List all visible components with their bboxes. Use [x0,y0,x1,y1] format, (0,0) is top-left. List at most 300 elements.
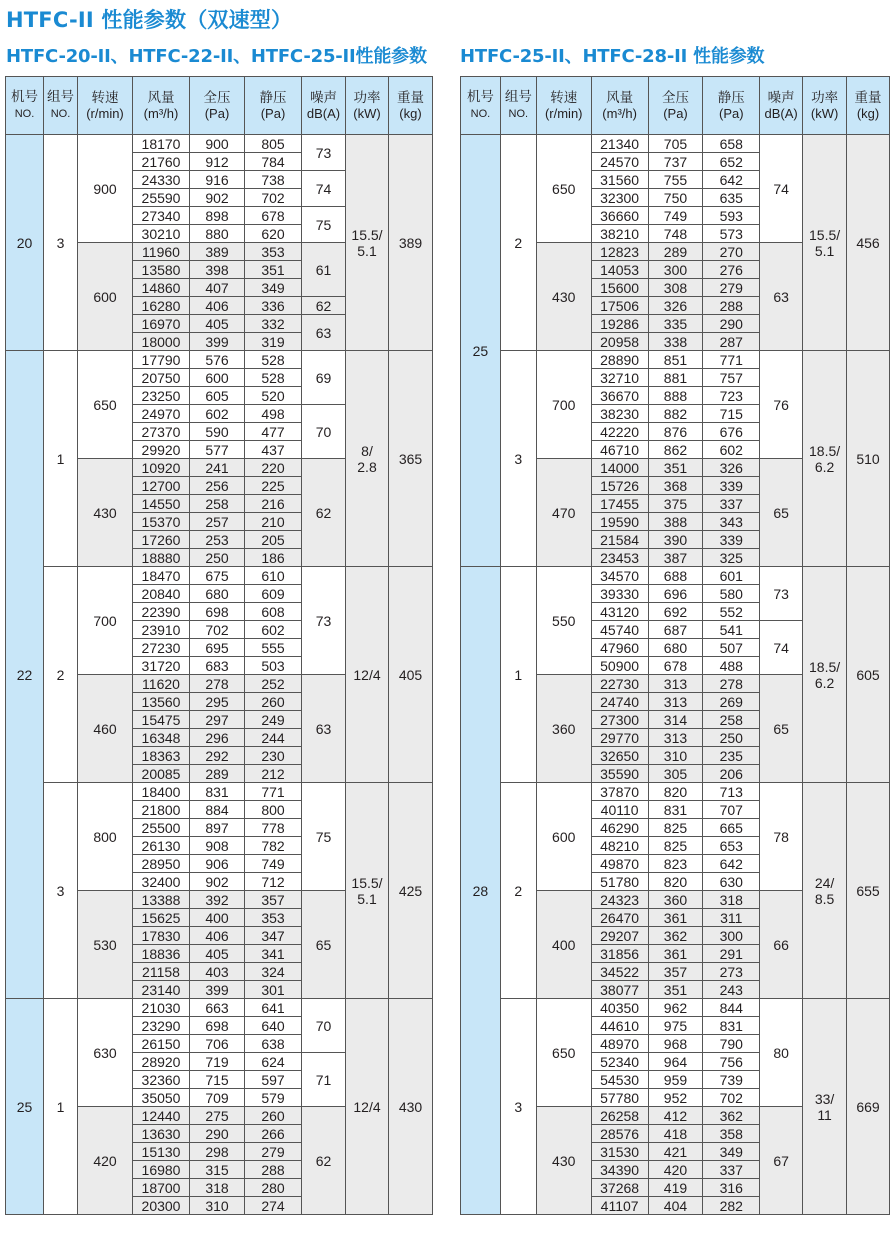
total-pressure-cell: 399 [190,333,245,351]
speed-cell: 460 [78,675,133,783]
total-pressure-cell: 338 [648,333,703,351]
total-pressure-cell: 289 [190,765,245,783]
header-unit: dB(A) [306,106,341,121]
total-pressure-cell: 900 [190,135,245,153]
total-pressure-cell: 600 [190,369,245,387]
airflow-cell: 15625 [133,909,190,927]
static-pressure-cell: 351 [245,261,302,279]
static-pressure-cell: 220 [245,459,302,477]
airflow-cell: 47960 [591,639,648,657]
total-pressure-cell: 375 [648,495,703,513]
static-pressure-cell: 337 [703,1161,760,1179]
airflow-cell: 26130 [133,837,190,855]
noise-cell: 62 [302,459,346,567]
total-pressure-cell: 952 [648,1089,703,1107]
left-header-row [6,77,433,135]
airflow-cell: 15475 [133,711,190,729]
static-pressure-cell: 528 [245,351,302,369]
left-header-cell [245,77,302,135]
machine-no-cell: 22 [6,351,44,999]
power-cell: 8/ 2.8 [346,351,389,567]
airflow-cell: 24323 [591,891,648,909]
right-header-cell [536,77,591,135]
power-cell: 18.5/ 6.2 [803,567,847,783]
noise-cell: 80 [760,999,803,1107]
airflow-cell: 32650 [591,747,648,765]
total-pressure-cell: 241 [190,459,245,477]
weight-cell: 456 [847,135,890,351]
header-unit: NO. [14,108,35,120]
airflow-cell: 14000 [591,459,648,477]
total-pressure-cell: 310 [190,1197,245,1215]
total-pressure-cell: 362 [648,927,703,945]
total-pressure-cell: 405 [190,315,245,333]
airflow-cell: 20840 [133,585,190,603]
static-pressure-cell: 609 [245,585,302,603]
noise-cell: 62 [302,297,346,315]
header-unit: dB(A) [764,106,798,121]
left-header-cell [6,77,44,135]
total-pressure-cell: 300 [648,261,703,279]
speed-cell: 420 [78,1107,133,1215]
static-pressure-cell: 279 [245,1143,302,1161]
power-cell: 18.5/ 6.2 [803,351,847,567]
static-pressure-cell: 318 [703,891,760,909]
total-pressure-cell: 678 [648,657,703,675]
header-label: 转速 [91,90,119,106]
total-pressure-cell: 959 [648,1071,703,1089]
total-pressure-cell: 696 [648,585,703,603]
speed-cell: 900 [78,135,133,243]
header-unit: NO. [508,108,529,120]
group-no-cell: 3 [500,351,536,567]
power-cell: 15.5/ 5.1 [346,783,389,999]
airflow-cell: 21800 [133,801,190,819]
total-pressure-cell: 964 [648,1053,703,1071]
header-unit: (r/min) [86,106,124,121]
static-pressure-cell: 339 [703,531,760,549]
right-header-cell [847,77,890,135]
total-pressure-cell: 412 [648,1107,703,1125]
total-pressure-cell: 698 [190,1017,245,1035]
weight-cell: 430 [389,999,433,1215]
airflow-cell: 18363 [133,747,190,765]
noise-cell: 74 [760,135,803,243]
static-pressure-cell: 790 [703,1035,760,1053]
airflow-cell: 16980 [133,1161,190,1179]
right-performance-table [460,76,890,1215]
total-pressure-cell: 825 [648,819,703,837]
header-unit: (m³/h) [602,106,637,121]
static-pressure-cell: 276 [703,261,760,279]
total-pressure-cell: 737 [648,153,703,171]
airflow-cell: 11960 [133,243,190,261]
airflow-cell: 12700 [133,477,190,495]
airflow-cell: 28920 [133,1053,190,1071]
static-pressure-cell: 301 [245,981,302,999]
noise-cell: 74 [302,171,346,207]
group-no-cell: 3 [44,135,78,351]
header-unit: (Pa) [204,106,230,121]
static-pressure-cell: 580 [703,585,760,603]
noise-cell: 74 [760,621,803,675]
right-header-cell [760,77,803,135]
static-pressure-cell: 341 [245,945,302,963]
airflow-cell: 24970 [133,405,190,423]
static-pressure-cell: 278 [703,675,760,693]
airflow-cell: 12823 [591,243,648,261]
airflow-cell: 10920 [133,459,190,477]
noise-cell: 66 [760,891,803,999]
static-pressure-cell: 260 [245,693,302,711]
total-pressure-cell: 305 [648,765,703,783]
static-pressure-cell: 641 [245,999,302,1017]
speed-cell: 700 [536,351,591,459]
group-no-cell: 3 [500,999,536,1215]
airflow-cell: 23290 [133,1017,190,1035]
total-pressure-cell: 250 [190,549,245,567]
static-pressure-cell: 243 [703,981,760,999]
airflow-cell: 19286 [591,315,648,333]
total-pressure-cell: 709 [190,1089,245,1107]
airflow-cell: 27340 [133,207,190,225]
static-pressure-cell: 771 [703,351,760,369]
airflow-cell: 19590 [591,513,648,531]
total-pressure-cell: 351 [648,981,703,999]
airflow-cell: 37870 [591,783,648,801]
static-pressure-cell: 665 [703,819,760,837]
airflow-cell: 32710 [591,369,648,387]
airflow-cell: 18000 [133,333,190,351]
static-pressure-cell: 602 [245,621,302,639]
airflow-cell: 20300 [133,1197,190,1215]
static-pressure-cell: 437 [245,441,302,459]
group-no-cell: 3 [44,783,78,999]
static-pressure-cell: 778 [245,819,302,837]
airflow-cell: 44610 [591,1017,648,1035]
noise-cell: 70 [302,999,346,1053]
static-pressure-cell: 353 [245,243,302,261]
total-pressure-cell: 313 [648,693,703,711]
static-pressure-cell: 260 [245,1107,302,1125]
header-label: 功率 [811,90,839,106]
airflow-cell: 24570 [591,153,648,171]
total-pressure-cell: 831 [190,783,245,801]
static-pressure-cell: 235 [703,747,760,765]
total-pressure-cell: 590 [190,423,245,441]
total-pressure-cell: 692 [648,603,703,621]
static-pressure-cell: 620 [245,225,302,243]
airflow-cell: 29207 [591,927,648,945]
static-pressure-cell: 738 [245,171,302,189]
header-unit: (m³/h) [143,106,179,121]
noise-cell: 70 [302,405,346,459]
speed-cell: 650 [536,135,591,243]
airflow-cell: 27300 [591,711,648,729]
static-pressure-cell: 630 [703,873,760,891]
airflow-cell: 17260 [133,531,190,549]
speed-cell: 430 [536,243,591,351]
airflow-cell: 32400 [133,873,190,891]
weight-cell: 405 [389,567,433,783]
total-pressure-cell: 418 [648,1125,703,1143]
total-pressure-cell: 406 [190,297,245,315]
airflow-cell: 25590 [133,189,190,207]
static-pressure-cell: 676 [703,423,760,441]
header-label: 风量 [147,90,175,106]
static-pressure-cell: 288 [703,297,760,315]
airflow-cell: 49870 [591,855,648,873]
static-pressure-cell: 831 [703,1017,760,1035]
noise-cell: 73 [302,135,346,171]
header-label: 全压 [203,90,231,106]
header-label: 静压 [259,90,287,106]
static-pressure-cell: 652 [703,153,760,171]
static-pressure-cell: 325 [703,549,760,567]
airflow-cell: 42220 [591,423,648,441]
static-pressure-cell: 258 [703,711,760,729]
total-pressure-cell: 851 [648,351,703,369]
speed-cell: 650 [78,351,133,459]
total-pressure-cell: 680 [648,639,703,657]
airflow-cell: 14053 [591,261,648,279]
airflow-cell: 40110 [591,801,648,819]
total-pressure-cell: 361 [648,909,703,927]
total-pressure-cell: 675 [190,567,245,585]
static-pressure-cell: 715 [703,405,760,423]
header-label: 功率 [353,90,381,106]
airflow-cell: 17455 [591,495,648,513]
total-pressure-cell: 297 [190,711,245,729]
total-pressure-cell: 405 [190,945,245,963]
left-performance-table [5,76,433,1215]
airflow-cell: 15726 [591,477,648,495]
airflow-cell: 30210 [133,225,190,243]
static-pressure-cell: 844 [703,999,760,1017]
right-table-header [461,77,890,135]
static-pressure-cell: 477 [245,423,302,441]
static-pressure-cell: 216 [245,495,302,513]
weight-cell: 389 [389,135,433,351]
static-pressure-cell: 205 [245,531,302,549]
total-pressure-cell: 962 [648,999,703,1017]
total-pressure-cell: 387 [648,549,703,567]
airflow-cell: 28576 [591,1125,648,1143]
header-unit: (kW) [810,106,839,121]
header-unit: (kg) [856,106,880,121]
static-pressure-cell: 349 [703,1143,760,1161]
total-pressure-cell: 335 [648,315,703,333]
header-label: 重量 [854,90,882,106]
airflow-cell: 36660 [591,207,648,225]
total-pressure-cell: 406 [190,927,245,945]
total-pressure-cell: 680 [190,585,245,603]
airflow-cell: 17830 [133,927,190,945]
header-label: 全压 [661,90,689,106]
airflow-cell: 28890 [591,351,648,369]
airflow-cell: 13560 [133,693,190,711]
right-table-body [461,135,890,1215]
airflow-cell: 18836 [133,945,190,963]
total-pressure-cell: 719 [190,1053,245,1071]
speed-cell: 600 [536,783,591,891]
total-pressure-cell: 392 [190,891,245,909]
static-pressure-cell: 640 [245,1017,302,1035]
table-row [6,567,433,585]
airflow-cell: 48970 [591,1035,648,1053]
airflow-cell: 23140 [133,981,190,999]
static-pressure-cell: 287 [703,333,760,351]
total-pressure-cell: 602 [190,405,245,423]
static-pressure-cell: 678 [245,207,302,225]
total-pressure-cell: 314 [648,711,703,729]
static-pressure-cell: 349 [245,279,302,297]
total-pressure-cell: 898 [190,207,245,225]
airflow-cell: 20085 [133,765,190,783]
total-pressure-cell: 407 [190,279,245,297]
left-table-title: HTFC-20-II、HTFC-22-II、HTFC-25-II性能参数 [6,46,427,67]
static-pressure-cell: 290 [703,315,760,333]
airflow-cell: 18470 [133,567,190,585]
airflow-cell: 23250 [133,387,190,405]
static-pressure-cell: 488 [703,657,760,675]
total-pressure-cell: 404 [648,1197,703,1215]
airflow-cell: 38210 [591,225,648,243]
static-pressure-cell: 653 [703,837,760,855]
total-pressure-cell: 389 [190,243,245,261]
header-label: 机号 [466,89,494,105]
static-pressure-cell: 358 [703,1125,760,1143]
power-cell: 12/4 [346,567,389,783]
static-pressure-cell: 225 [245,477,302,495]
noise-cell: 73 [302,567,346,675]
airflow-cell: 27370 [133,423,190,441]
total-pressure-cell: 820 [648,783,703,801]
speed-cell: 470 [536,459,591,567]
total-pressure-cell: 888 [648,387,703,405]
static-pressure-cell: 326 [703,459,760,477]
speed-cell: 600 [78,243,133,351]
airflow-cell: 12440 [133,1107,190,1125]
total-pressure-cell: 897 [190,819,245,837]
left-header-cell [346,77,389,135]
airflow-cell: 23453 [591,549,648,567]
total-pressure-cell: 315 [190,1161,245,1179]
static-pressure-cell: 336 [245,297,302,315]
header-unit: (kg) [399,106,422,121]
total-pressure-cell: 820 [648,873,703,891]
airflow-cell: 50900 [591,657,648,675]
airflow-cell: 32360 [133,1071,190,1089]
airflow-cell: 15130 [133,1143,190,1161]
header-label: 转速 [550,90,578,106]
airflow-cell: 28950 [133,855,190,873]
static-pressure-cell: 601 [703,567,760,585]
noise-cell: 67 [760,1107,803,1215]
speed-cell: 530 [78,891,133,999]
header-unit: (kW) [353,106,381,121]
total-pressure-cell: 605 [190,387,245,405]
right-header-cell [591,77,648,135]
static-pressure-cell: 273 [703,963,760,981]
noise-cell: 65 [760,675,803,783]
total-pressure-cell: 683 [190,657,245,675]
airflow-cell: 16970 [133,315,190,333]
static-pressure-cell: 593 [703,207,760,225]
left-table-body [6,135,433,1215]
static-pressure-cell: 658 [703,135,760,153]
static-pressure-cell: 357 [245,891,302,909]
airflow-cell: 29770 [591,729,648,747]
static-pressure-cell: 749 [245,855,302,873]
airflow-cell: 57780 [591,1089,648,1107]
airflow-cell: 25500 [133,819,190,837]
total-pressure-cell: 750 [648,189,703,207]
airflow-cell: 51780 [591,873,648,891]
total-pressure-cell: 399 [190,981,245,999]
static-pressure-cell: 212 [245,765,302,783]
header-label: 风量 [606,90,634,106]
noise-cell: 63 [302,675,346,783]
airflow-cell: 23910 [133,621,190,639]
power-cell: 24/ 8.5 [803,783,847,999]
static-pressure-cell: 723 [703,387,760,405]
total-pressure-cell: 398 [190,261,245,279]
airflow-cell: 31720 [133,657,190,675]
total-pressure-cell: 278 [190,675,245,693]
header-unit: NO. [50,108,71,120]
header-unit: NO. [470,108,491,120]
static-pressure-cell: 520 [245,387,302,405]
airflow-cell: 13630 [133,1125,190,1143]
static-pressure-cell: 782 [245,837,302,855]
static-pressure-cell: 288 [245,1161,302,1179]
airflow-cell: 38230 [591,405,648,423]
static-pressure-cell: 319 [245,333,302,351]
total-pressure-cell: 577 [190,441,245,459]
static-pressure-cell: 362 [703,1107,760,1125]
header-label: 噪声 [310,90,337,106]
static-pressure-cell: 805 [245,135,302,153]
airflow-cell: 46290 [591,819,648,837]
total-pressure-cell: 390 [648,531,703,549]
left-header-cell [190,77,245,135]
total-pressure-cell: 881 [648,369,703,387]
static-pressure-cell: 252 [245,675,302,693]
static-pressure-cell: 270 [703,243,760,261]
weight-cell: 510 [847,351,890,567]
static-pressure-cell: 756 [703,1053,760,1071]
airflow-cell: 21030 [133,999,190,1017]
noise-cell: 63 [760,243,803,351]
static-pressure-cell: 498 [245,405,302,423]
airflow-cell: 39330 [591,585,648,603]
table-row [461,135,890,153]
airflow-cell: 32300 [591,189,648,207]
total-pressure-cell: 290 [190,1125,245,1143]
noise-cell: 73 [760,567,803,621]
total-pressure-cell: 912 [190,153,245,171]
table-row [6,783,433,801]
airflow-cell: 38077 [591,981,648,999]
airflow-cell: 36670 [591,387,648,405]
total-pressure-cell: 862 [648,441,703,459]
static-pressure-cell: 244 [245,729,302,747]
static-pressure-cell: 555 [245,639,302,657]
header-unit: (Pa) [719,106,744,121]
static-pressure-cell: 528 [245,369,302,387]
airflow-cell: 52340 [591,1053,648,1071]
